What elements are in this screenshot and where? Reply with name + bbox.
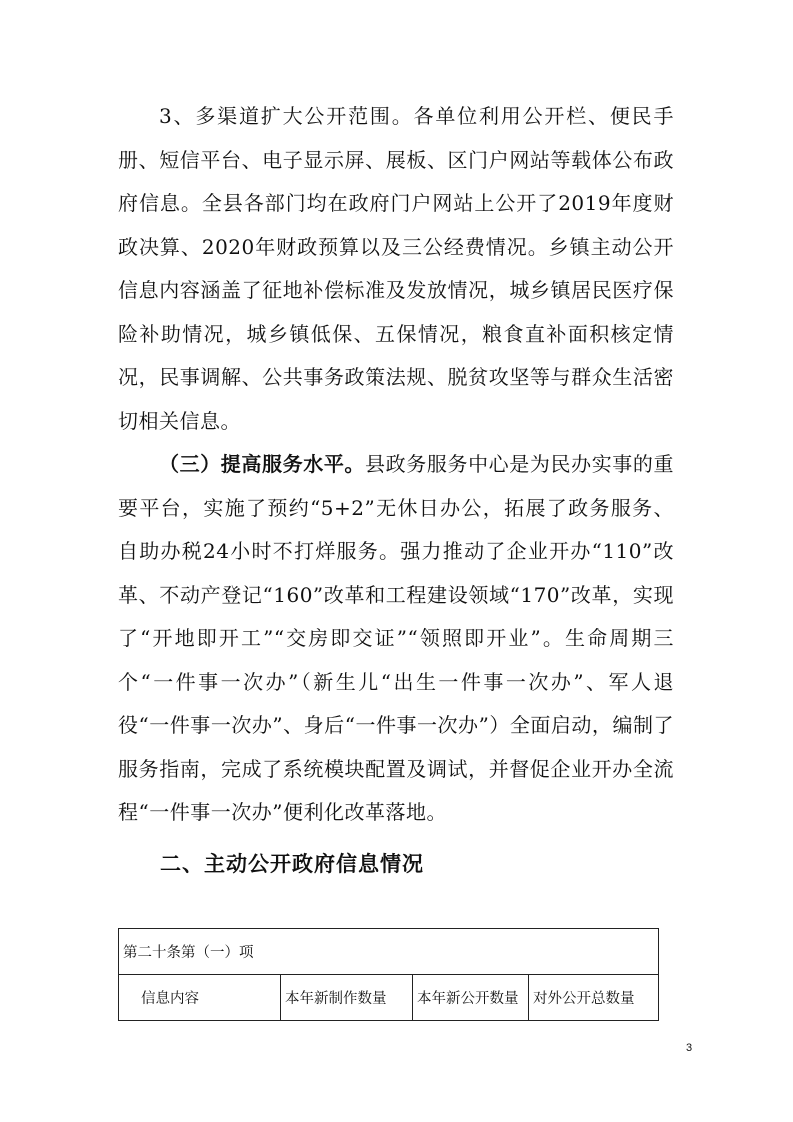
table-title-row [119, 929, 659, 975]
page-number: 3 [686, 1042, 693, 1054]
paragraph-service-level [118, 443, 674, 835]
paragraph-publicity-scope: 3、多渠道扩大公开范围。各单位利用公开栏、便民手册、短信平台、电子显示屏、展板、区门户网站等载体公布政府信息。全县各部门均在政府门户网站上公开了2019年度财政决算、2020年财政预算以及三公经费情况。乡镇主动公开信息内容涵盖了征地补偿标准及发放情况，城乡镇居民医疗保险补助情况，城乡镇低保、五保情况，粮食直补面积核定情况，民事调解、公共事务政策法规、脱贫攻坚等与群众生活密切相关信息。 [118, 104, 674, 433]
section-heading: 二、主动公开政府信息情况 [160, 852, 424, 876]
paragraph-body: 县政务服务中心是为民办实事的重要平台，实施了预约“5+2”无休日办公，拓展了政务服务、自助办税24小时不打烊服务。强力推动了企业开办“110”改革、不动产登记“160”改革和工程建设领域“170”改革，实现了“开地即开工”“交房即交证”“领照即开业”。生命周期三个“一件事一次办”（新生儿“出生一件事一次办”、军人退役“一件事一次办”、身后“一件事一次办”）全面启动，编制了服务指南，完成了系统模块配置及调试，并督促企业开办全流程“一件事一次办”便利化改革落地。 [118, 452, 675, 824]
table-header-row [119, 975, 659, 1021]
table-header-cell: 本年新公开数量 [413, 975, 529, 1021]
table-header-cell: 对外公开总数量 [529, 975, 659, 1021]
table-header-cell: 本年新制作数量 [281, 975, 413, 1021]
info-table [118, 928, 659, 1021]
paragraph-lead-title: （三）提高服务水平。 [159, 452, 366, 476]
table-title: 第二十条第（一）项 [119, 929, 659, 975]
table-header-cell: 信息内容 [119, 975, 281, 1021]
